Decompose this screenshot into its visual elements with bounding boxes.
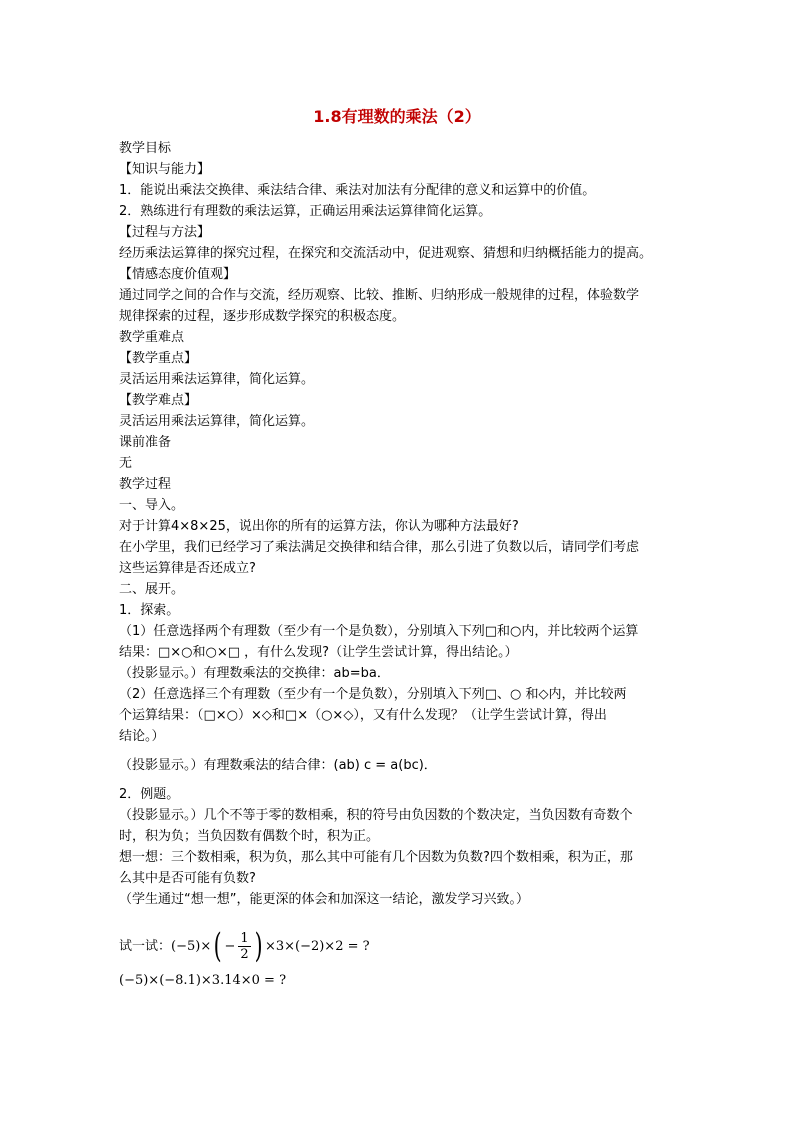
text-line: 2．例题。 (119, 787, 180, 802)
text-line: （投影显示。）有理数乘法的结合律：(ab) c = a(bc)． (119, 758, 437, 773)
text-line: 想一想：三个数相乘，积为负，那么其中可能有几个因数为负数?四个数相乘，积为正，那 (119, 850, 633, 865)
text-line: （学生通过“想一想”，能更深的体会和加深这一结论，激发学习兴致。） (119, 892, 529, 907)
text-line: 【教学重点】 (119, 351, 198, 366)
text-line: 规律探索的过程，逐步形成数学探究的积极态度。 (119, 309, 406, 324)
text-line: 教学过程 (119, 477, 172, 492)
right-paren: ) (254, 926, 263, 966)
text-line: 个运算结果：（□×○）×◇和□×（○×◇），又有什么发现？（让学生尝试计算，得出 (119, 708, 607, 723)
fraction (238, 931, 250, 962)
text-line: 【过程与方法】 (119, 225, 211, 240)
text-line: 在小学里，我们已经学习了乘法满足交换律和结合律，那么引进了负数以后，请同学们考虑 (119, 540, 640, 555)
text-line: 1．能说出乘法交换律、乘法结合律、乘法对加法有分配律的意义和运算中的价值。 (119, 183, 596, 198)
formula-zero-product: (−5)×(−8.1)×3.14×0 = ? (119, 973, 287, 988)
text-line: 经历乘法运算律的探究过程，在探究和交流活动中，促进观察、猜想和归纳概括能力的提高。 (119, 246, 653, 261)
text-line: 灵活运用乘法运算律，简化运算。 (119, 414, 315, 429)
text-line: 时，积为负；当负因数有偶数个时，积为正。 (119, 829, 380, 844)
page-title: 1.8有理数的乘法（2） (313, 107, 481, 126)
text-line: 教学重难点 (119, 330, 185, 345)
text-line: 么其中是否可能有负数? (119, 871, 256, 886)
text-line: 这些运算律是否还成立? (119, 561, 256, 576)
text-line: 课前准备 (119, 435, 172, 450)
text-line: 通过同学之间的合作与交流，经历观察、比较、推断、归纳形成一般规律的过程，体验数学 (119, 288, 640, 303)
text-line: （投影显示。）几个不等于零的数相乘，积的符号由负因数的个数决定，当负因数有奇数个 (119, 808, 633, 823)
text-line: 无 (119, 456, 133, 471)
text-line: 【情感态度价值观】 (119, 267, 237, 282)
formula-part: (−5)× (171, 938, 212, 954)
text-line: （2）任意选择三个有理数（至少有一个是负数），分别填入下列□、○ 和◇内，并比较两 (119, 687, 627, 702)
text-line: 灵活运用乘法运算律，简化运算。 (119, 372, 315, 387)
text-line: 【知识与能力】 (119, 162, 211, 177)
text-line: （1）任意选择两个有理数（至少有一个是负数），分别填入下列□和○内，并比较两个运算 (119, 624, 639, 639)
text-line: 对于计算4×8×25，说出你的所有的运算方法，你认为哪种方法最好? (119, 519, 519, 534)
left-paren: ( (213, 926, 222, 966)
text-line: 【教学难点】 (119, 393, 198, 408)
text-line: 结论。） (119, 729, 165, 744)
fraction-numerator: 1 (240, 930, 249, 946)
formula-label: 试一试： (119, 938, 172, 954)
text-line: 教学目标 (119, 141, 172, 156)
text-line: 一、导入。 (119, 498, 185, 513)
text-line: 2．熟练进行有理数的乘法运算，正确运用乘法运算律简化运算。 (119, 204, 492, 219)
text-line: 1．探索。 (119, 603, 180, 618)
formula-try (119, 922, 679, 970)
text-line: 结果：□×○和○×□ ，有什么发现?（让学生尝试计算，得出结论。） (119, 645, 518, 660)
text-line: （投影显示。）有理数乘法的交换律：ab=ba． (119, 666, 390, 681)
text-line: 二、展开。 (119, 582, 185, 597)
minus-sign: − (224, 938, 236, 954)
document-body (119, 138, 679, 991)
fraction-denominator: 2 (240, 946, 249, 962)
formula-part: ×3×(−2)×2 = ? (264, 938, 370, 954)
